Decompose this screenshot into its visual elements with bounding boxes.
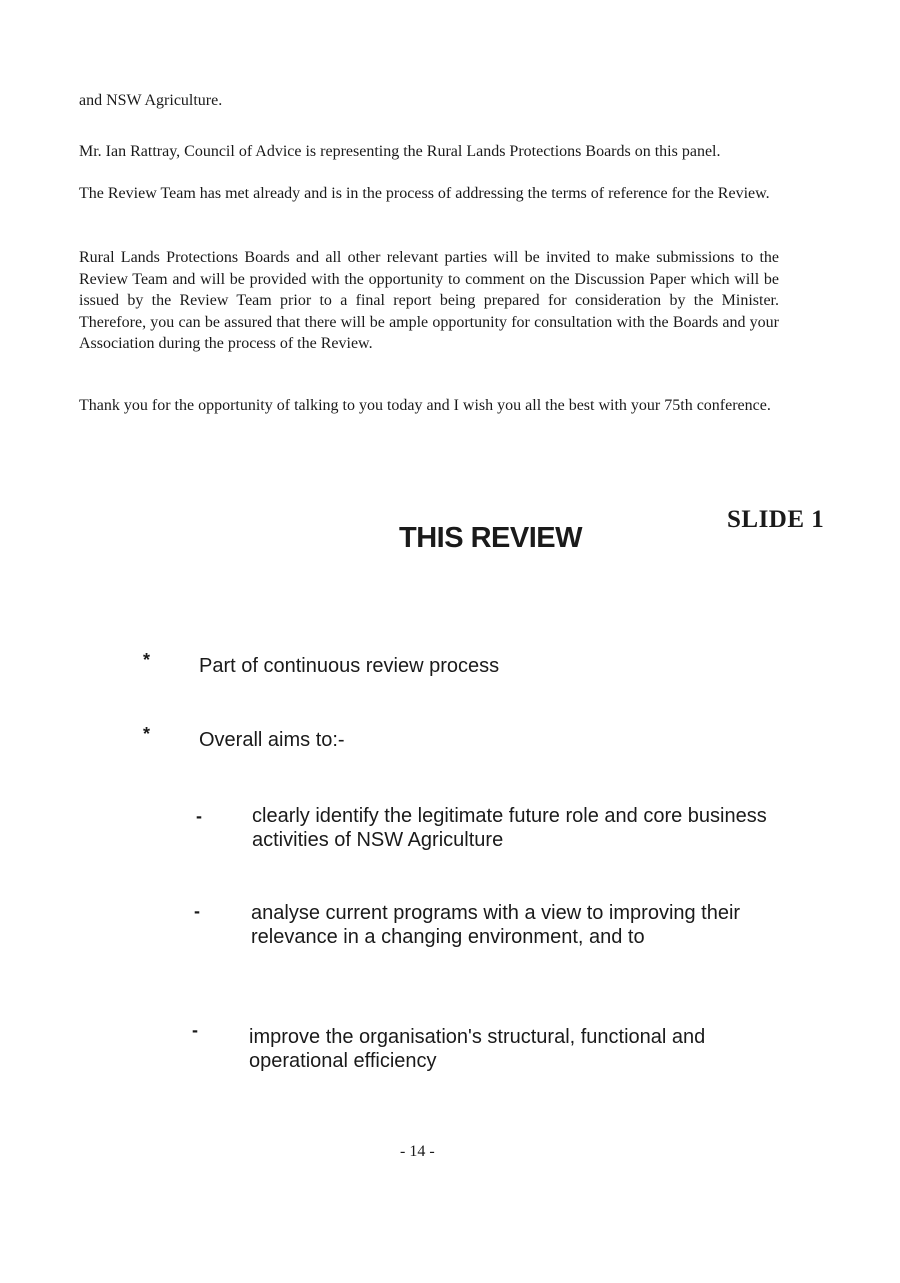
sub-item: improve the organisation's structural, functional and operational efficiency bbox=[249, 1026, 706, 1072]
bullet-item: Part of continuous review process bbox=[199, 655, 500, 677]
bullet-marker: * bbox=[143, 650, 151, 670]
bullet-item: Overall aims to:- bbox=[199, 729, 345, 751]
paragraph-thanks: Thank you for the opportunity of talking to you today and I wish you all the best with your 75th conference. bbox=[79, 397, 771, 414]
sub-item: clearly identify the legitimate future role and core business activities of NSW Agriculture bbox=[252, 805, 767, 851]
slide-label: SLIDE 1 bbox=[727, 506, 825, 533]
paragraph-continuation: and NSW Agriculture. bbox=[79, 92, 223, 109]
paragraph-review-team: The Review Team has met already and is in the process of addressing the terms of reference for the Review. bbox=[79, 185, 770, 202]
paragraph-panel-representative: Mr. Ian Rattray, Council of Advice is representing the Rural Lands Protections Boards on this panel. bbox=[79, 143, 721, 160]
sub-item: analyse current programs with a view to improving their relevance in a changing environment, and to bbox=[251, 902, 741, 948]
bullet-marker: * bbox=[143, 724, 151, 744]
dash-marker: - bbox=[192, 1020, 198, 1040]
page-number: - 14 - bbox=[400, 1143, 435, 1160]
dash-marker: - bbox=[196, 806, 202, 826]
dash-marker: - bbox=[194, 901, 200, 921]
slide-title: THIS REVIEW bbox=[399, 522, 583, 554]
paragraph-submissions: Rural Lands Protections Boards and all other relevant parties will be invited to make submissions to the Review Team and will be provided with the opportunity to comment on the Discussion Paper which will be issued by the Review Team prior to a final report being prepared for consideration by the Minister. Therefore, you can be assured that there will be ample opportunity for consultation with the Boards and your Association during the process of the Review. bbox=[79, 249, 779, 352]
